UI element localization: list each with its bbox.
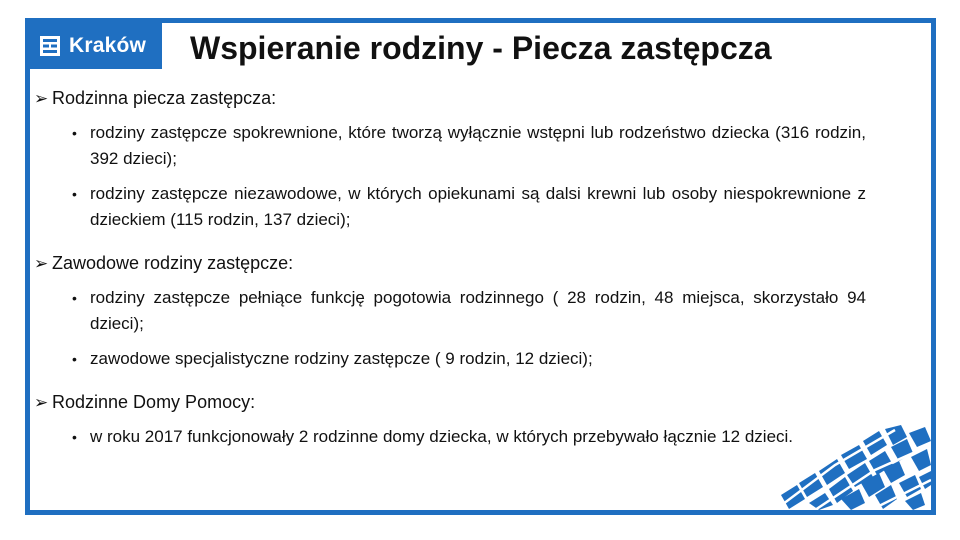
krakow-logo <box>30 23 162 69</box>
bullet-icon: • <box>72 351 77 367</box>
arrow-bullet-icon: ➢ <box>34 254 49 273</box>
content <box>34 87 870 450</box>
bullet-icon: • <box>72 290 77 306</box>
arrow-bullet-icon: ➢ <box>34 89 49 108</box>
list-item-text: rodziny zastępcze spokrewnione, które tworzą wyłącznie wstępni lub rodzeństwo dziecka (316 rodzin, 392 dzieci); <box>90 123 866 168</box>
bullet-icon: • <box>72 125 77 141</box>
list-item-text: zawodowe specjalistyczne rodziny zastępcze ( 9 rodzin, 12 dzieci); <box>90 349 593 368</box>
frame-right-border <box>931 18 936 515</box>
city-map-pattern-icon <box>775 425 931 510</box>
bullet-icon: • <box>72 429 77 445</box>
arrow-bullet-icon: ➢ <box>34 393 49 412</box>
bullet-icon: • <box>72 186 77 202</box>
section-heading <box>34 391 870 414</box>
list-item <box>72 181 866 233</box>
list-item <box>72 346 866 372</box>
list-item <box>72 424 866 450</box>
list-item <box>72 285 866 337</box>
list-item-text: rodziny zastępcze niezawodowe, w których opiekunami są dalsi krewni lub osoby niespokrewnione z dzieckiem (115 rodzin, 137 dzieci); <box>90 184 866 229</box>
list-item <box>72 120 866 172</box>
frame-bottom-border <box>25 510 936 515</box>
krakow-logo-mark-icon <box>40 36 60 56</box>
list-item-text: rodziny zastępcze pełniące funkcję pogotowia rodzinnego ( 28 rodzin, 48 miejsca, skorzystało 94 dzieci); <box>90 288 866 333</box>
section-heading-text: Rodzinne Domy Pomocy: <box>52 392 256 412</box>
section-heading <box>34 87 870 110</box>
list-item-text: w roku 2017 funkcjonowały 2 rodzinne domy dziecka, w których przebywało łącznie 12 dzieci. <box>90 427 794 446</box>
section-heading-text: Zawodowe rodziny zastępcze: <box>52 253 294 273</box>
frame-left-border <box>25 18 30 515</box>
brand-name: Kraków <box>69 34 147 57</box>
section-heading-text: Rodzinna piecza zastępcza: <box>52 88 277 108</box>
slide-title: Wspieranie rodziny - Piecza zastępcza <box>190 30 772 66</box>
section-heading <box>34 252 870 275</box>
